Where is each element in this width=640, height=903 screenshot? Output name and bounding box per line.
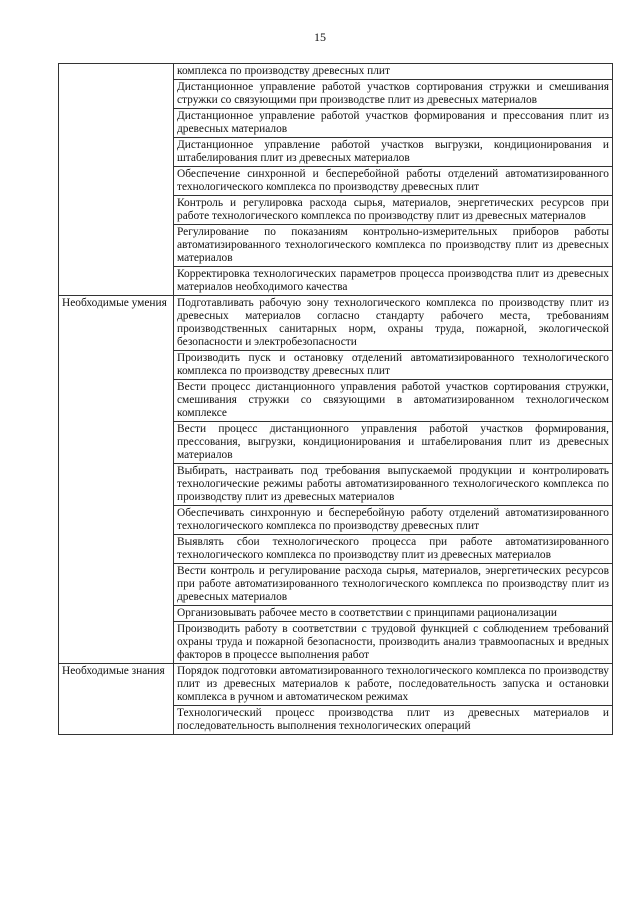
- requirements-table-body: [59, 64, 613, 735]
- requirement-item: Дистанционное управление работой участков выгрузки, кондиционирования и штабелирования плит из древесных материалов: [174, 138, 613, 167]
- page-number: 15: [314, 30, 326, 44]
- requirements-table: [58, 63, 613, 735]
- requirement-item: Подготавливать рабочую зону технологического комплекса по производству плит из древесных материалов согласно стандарту рабочего места, требованиям производственных санитарных норм, охраны труда, пожарной, экологической безопасности и электробезопасности: [174, 296, 613, 351]
- requirement-item: Регулирование по показаниям контрольно-измерительных приборов работы автоматизированного технологического комплекса по производству плит из древесных материалов: [174, 225, 613, 267]
- requirement-item: Технологический процесс производства плит из древесных материалов и последовательность выполнения технологических операций: [174, 706, 613, 735]
- section-label: Необходимые знания: [59, 664, 174, 735]
- requirement-item: Организовывать рабочее место в соответствии с принципами рационализации: [174, 606, 613, 622]
- requirement-item: Выявлять сбои технологического процесса при работе автоматизированного технологического комплекса по производству плит из древесных материалов: [174, 535, 613, 564]
- requirement-item: Выбирать, настраивать под требования выпускаемой продукции и контролировать технологические режимы работы автоматизированного технологического комплекса по производству плит из древесных материалов: [174, 464, 613, 506]
- section-label: Необходимые умения: [59, 296, 174, 664]
- requirement-item: Дистанционное управление работой участков сортирования стружки и смешивания стружки со связующими при производстве плит из древесных материалов: [174, 80, 613, 109]
- requirement-item: Производить работу в соответствии с трудовой функцией с соблюдением требований охраны труда и пожарной безопасности, производить анализ травмоопасных и вредных факторов в процессе выполнения работ: [174, 622, 613, 664]
- requirement-item: Вести контроль и регулирование расхода сырья, материалов, энергетических ресурсов при работе автоматизированного технологического комплекса по производству плит из древесных материалов: [174, 564, 613, 606]
- requirement-item: Вести процесс дистанционного управления работой участков формирования, прессования, выгрузки, кондиционирования и штабелирования плит из древесных материалов: [174, 422, 613, 464]
- table-row: [59, 296, 613, 351]
- requirement-item: Дистанционное управление работой участков формирования и прессования плит из древесных материалов: [174, 109, 613, 138]
- table-row: [59, 664, 613, 706]
- requirement-item: Вести процесс дистанционного управления работой участков сортирования стружки, смешивания стружки со связующими в автоматизированном технологическом комплексе: [174, 380, 613, 422]
- section-label: [59, 64, 174, 296]
- requirement-item: Порядок подготовки автоматизированного технологического комплекса по производству плит из древесных материалов к работе, последовательность запуска и остановки комплекса в ручном и автоматическом режимах: [174, 664, 613, 706]
- requirement-item: Обеспечение синхронной и бесперебойной работы отделений автоматизированного технологического комплекса по производству древесных плит: [174, 167, 613, 196]
- requirement-item: Корректировка технологических параметров процесса производства плит из древесных материалов необходимого качества: [174, 267, 613, 296]
- requirement-item: комплекса по производству древесных плит: [174, 64, 613, 80]
- requirement-item: Обеспечивать синхронную и бесперебойную работу отделений автоматизированного технологического комплекса по производству древесных плит: [174, 506, 613, 535]
- requirement-item: Производить пуск и остановку отделений автоматизированного технологического комплекса по производству древесных плит: [174, 351, 613, 380]
- table-row: [59, 64, 613, 80]
- requirement-item: Контроль и регулировка расхода сырья, материалов, энергетических ресурсов при работе технологического комплекса по производству плит из древесных материалов: [174, 196, 613, 225]
